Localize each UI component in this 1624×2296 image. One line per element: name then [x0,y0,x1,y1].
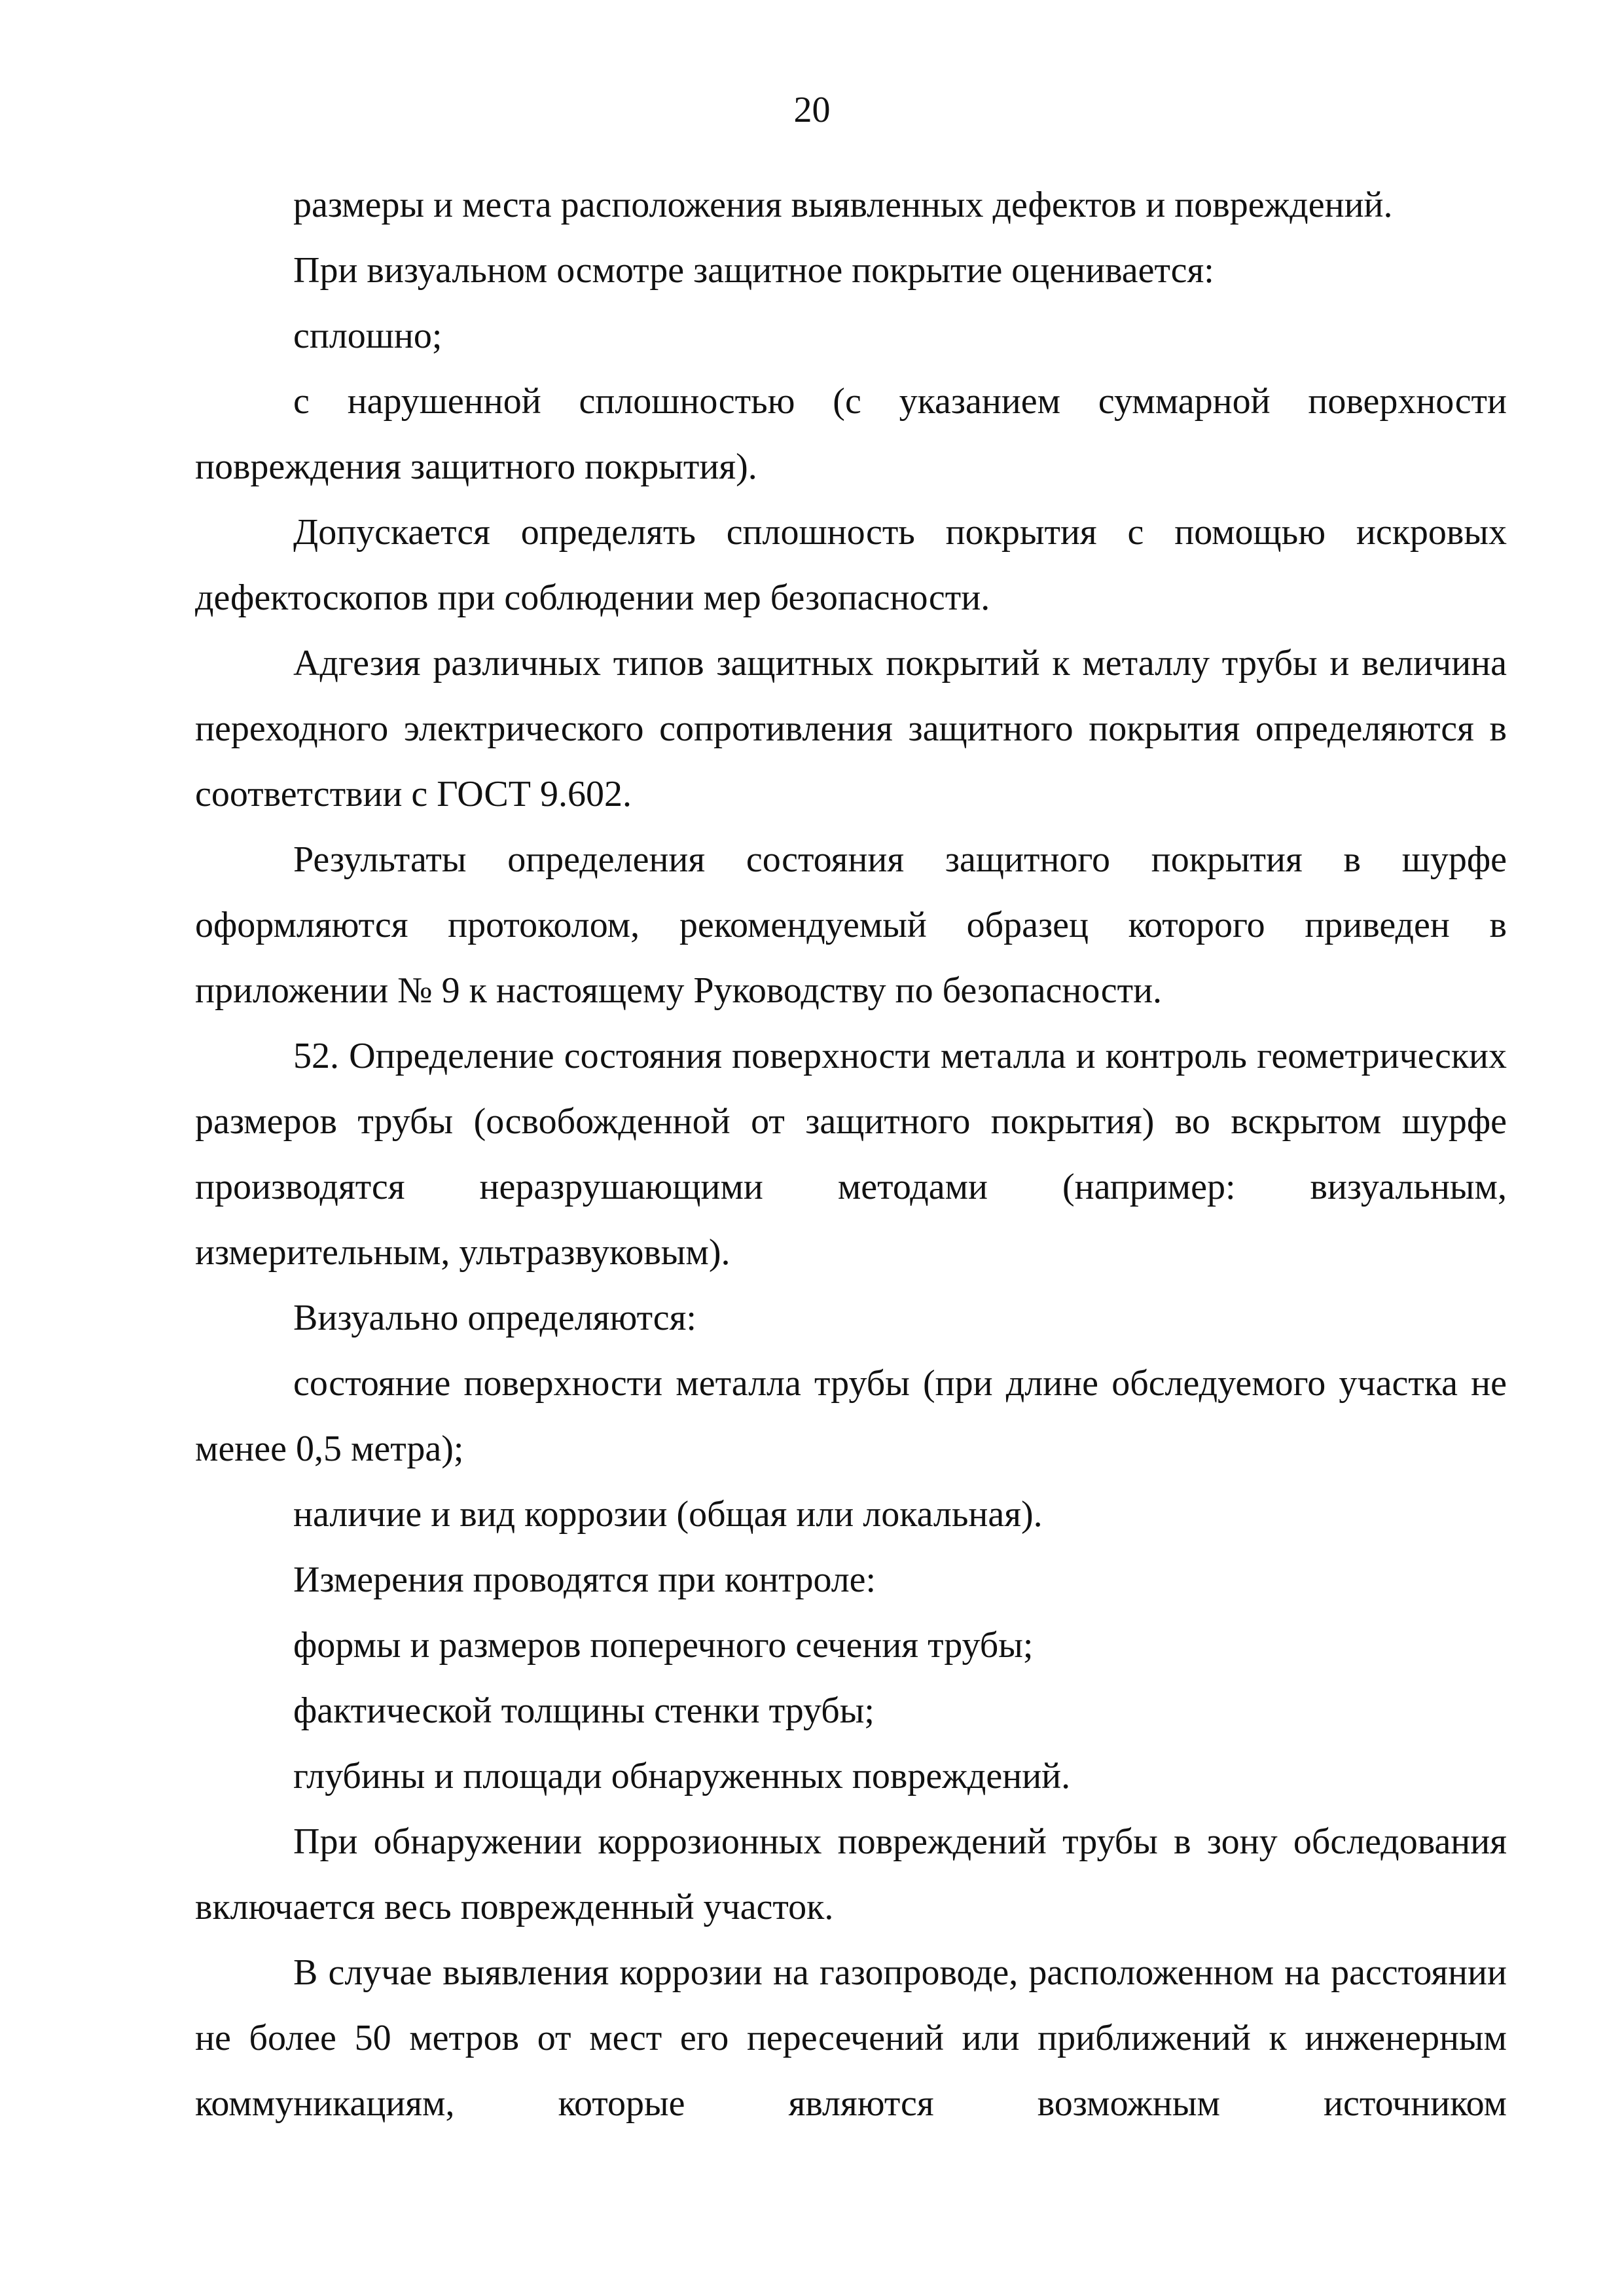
paragraph-visually-determined: Визуально определяются: [293,1298,696,1338]
paragraph-corrosion-case: В случае выявления коррозии на газопроводе, расположенном на расстоянии не более 50 метров от мест его пересечений или приближений к инженерным коммуникациям, которые являются возможным источником [195,1952,1507,2124]
paragraph-adhesion: Адгезия различных типов защитных покрытий к металлу трубы и величина переходного электрического сопротивления защитного покрытия определяются в соответствии с ГОСТ 9.602. [195,643,1507,814]
document-body [195,172,1507,2136]
paragraph-defects-location: размеры и места расположения выявленных дефектов и повреждений. [293,185,1393,225]
paragraph-corrosion-type: наличие и вид коррозии (общая или локальная). [293,1494,1043,1535]
paragraph-measurements: Измерения проводятся при контроле: [293,1559,876,1600]
paragraph-results-protocol: Результаты определения состояния защитного покрытия в шурфе оформляются протоколом, рекомендуемый образец которого приведен в приложении № 9 к настоящему Руководству по безопасности. [195,839,1507,1011]
paragraph-corrosion-zone: При обнаружении коррозионных повреждений трубы в зону обследования включается весь поврежденный участок. [195,1821,1507,1927]
paragraph-continuous: сплошно; [293,316,442,356]
paragraph-damage-depth: глубины и площади обнаруженных повреждений. [293,1756,1071,1796]
paragraph-visual-inspection: При визуальном осмотре защитное покрытие оценивается: [293,250,1214,291]
page-number: 20 [793,90,831,130]
paragraph-spark-detectors: Допускается определять сплошность покрытия с помощью искровых дефектоскопов при соблюдении мер безопасности. [195,512,1507,618]
paragraph-surface-state: состояние поверхности металла трубы (при длине обследуемого участка не менее 0,5 метра); [195,1363,1507,1469]
paragraph-item-52: 52. Определение состояния поверхности металла и контроль геометрических размеров трубы (освобожденной от защитного покрытия) во вскрытом шурфе производятся неразрушающими методами (например: визуальным, измерительным, ультразвуковым). [195,1036,1507,1273]
paragraph-wall-thickness: фактической толщины стенки трубы; [293,1690,875,1731]
paragraph-broken-continuity: с нарушенной сплошностью (с указанием суммарной поверхности повреждения защитного покрытия). [195,381,1507,487]
paragraph-cross-section: формы и размеров поперечного сечения трубы; [293,1625,1034,1666]
